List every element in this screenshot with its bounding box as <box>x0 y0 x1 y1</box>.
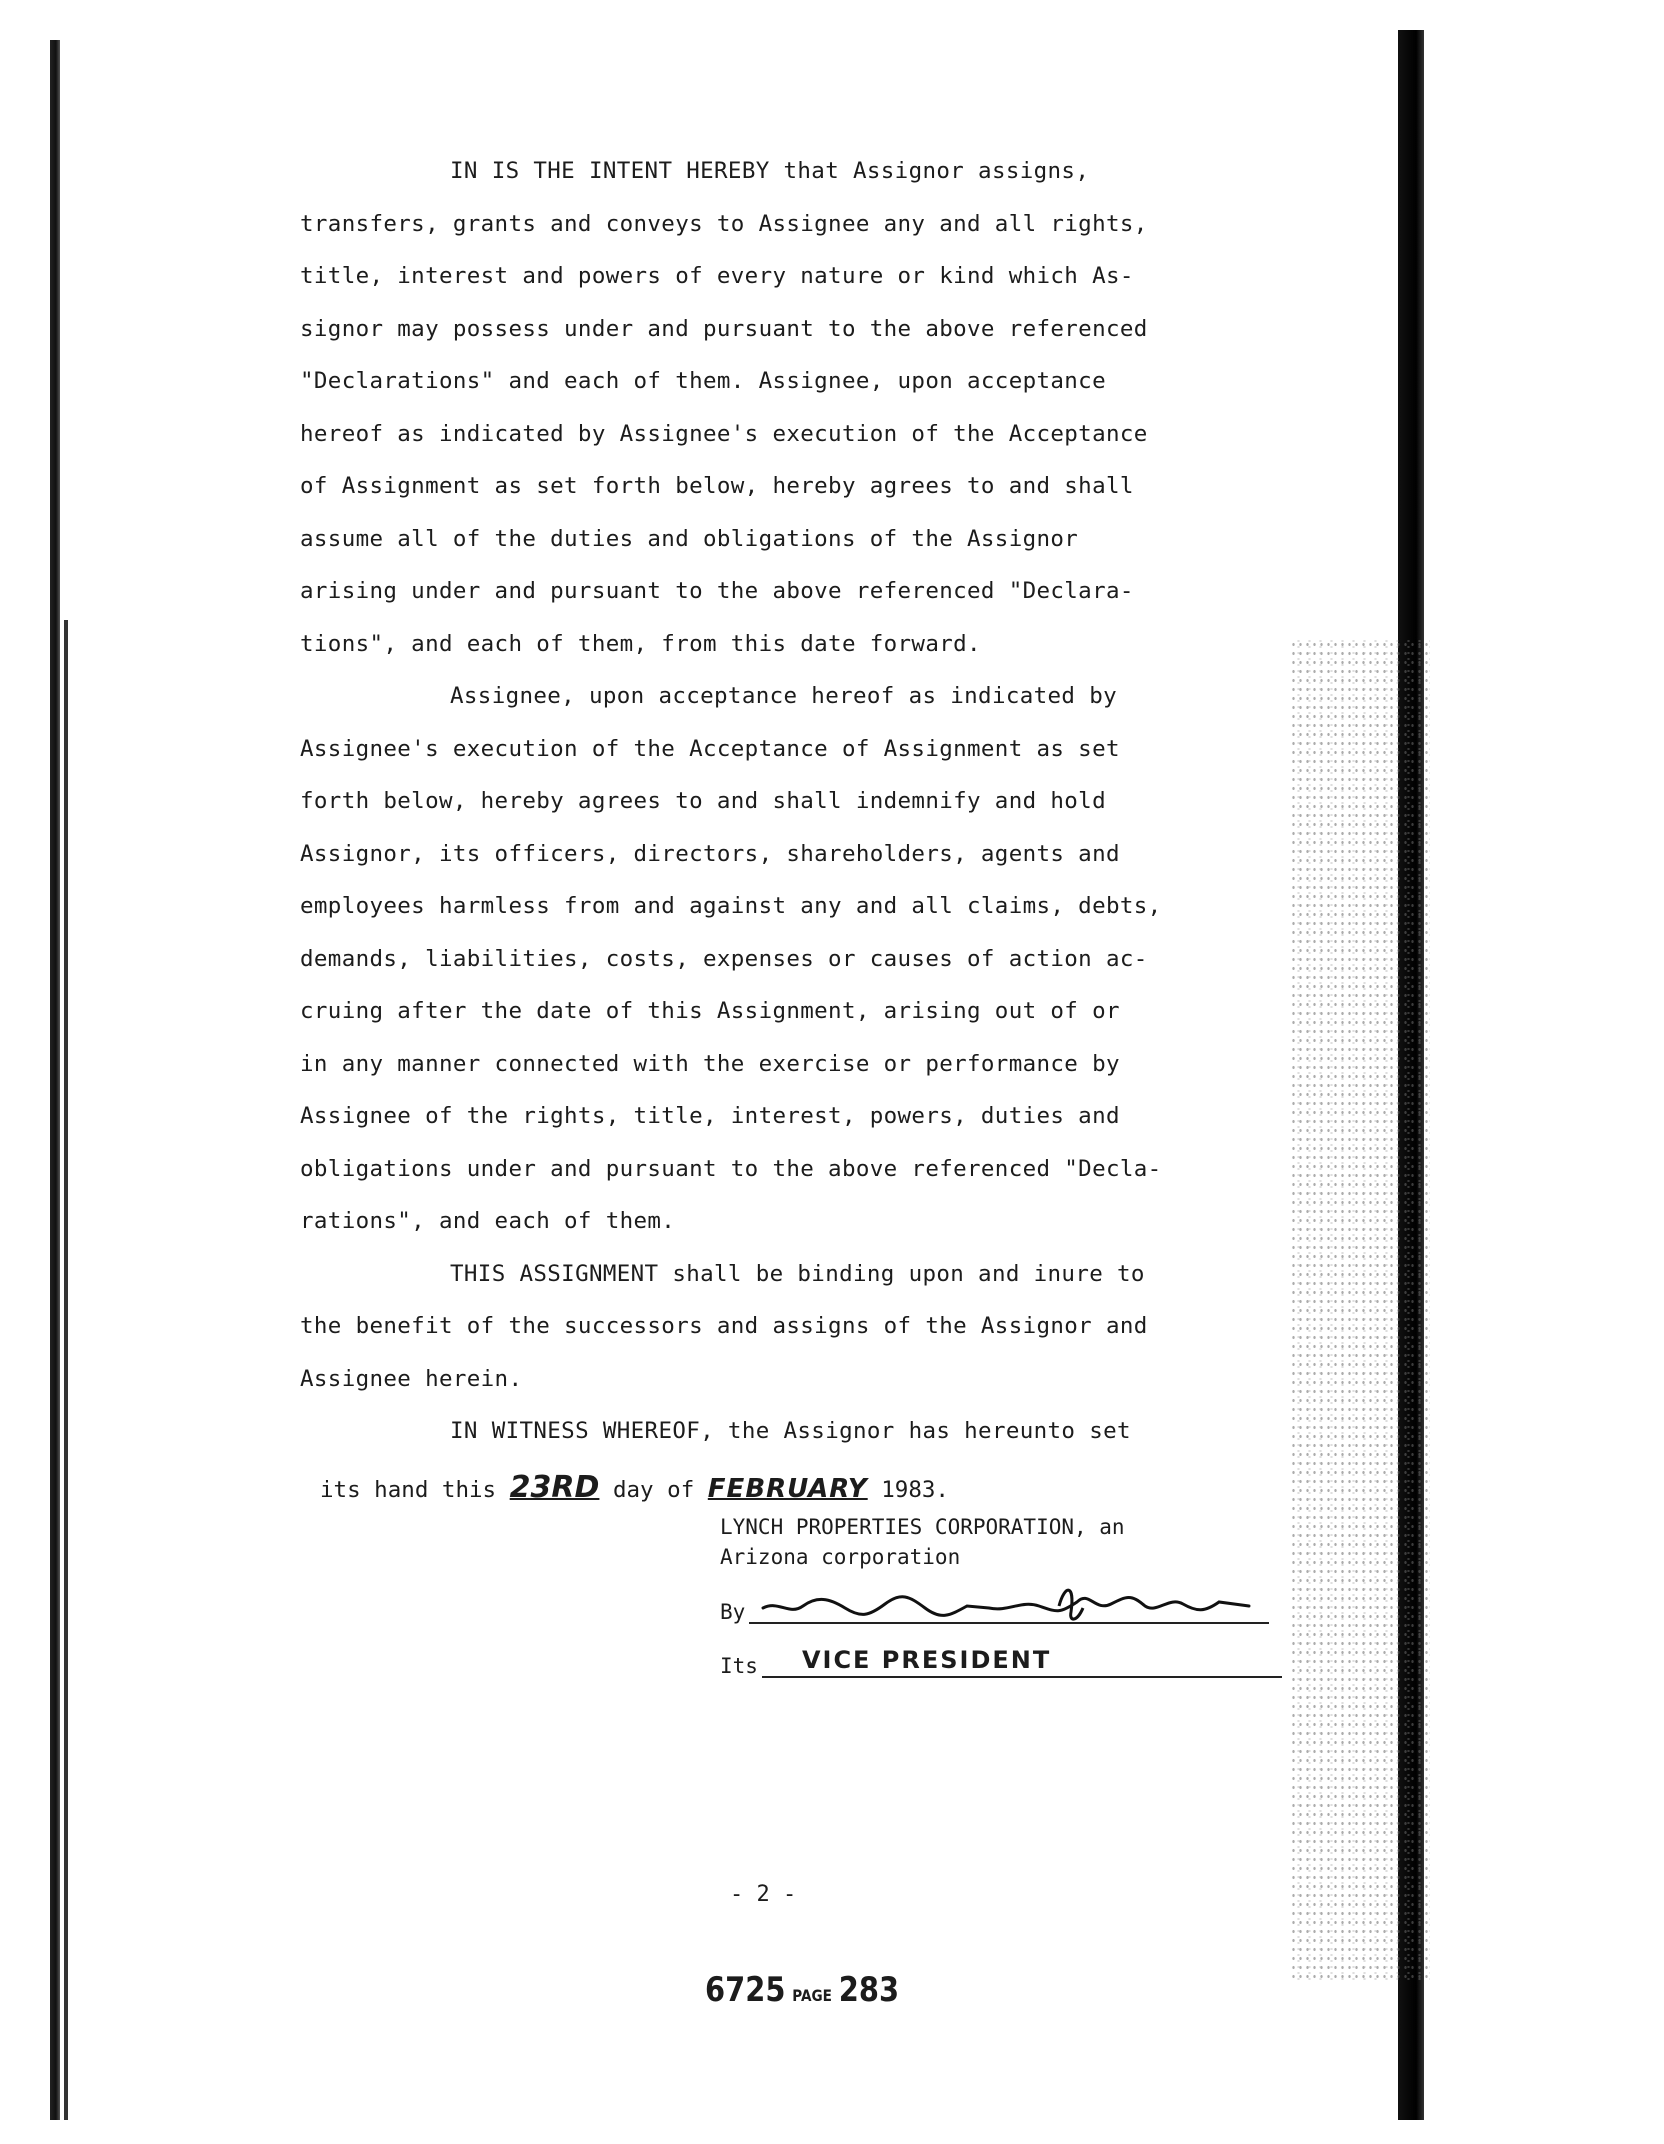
body-line: Assignee's execution of the Acceptance of Assignment as set <box>300 735 1120 762</box>
body-line: THIS ASSIGNMENT shall be binding upon and inure to <box>450 1260 1145 1287</box>
witness-year: 1983. <box>881 1477 949 1503</box>
witness-day: 23RD <box>509 1470 600 1505</box>
body-line: Assignee, upon acceptance hereof as indicated by <box>450 683 1118 709</box>
witness-mid: day of <box>612 1477 695 1503</box>
page-number: - 2 - <box>730 1882 797 1907</box>
book-page: 283 <box>838 1970 900 2010</box>
body-line: assume all of the duties and obligations of the Assignor <box>300 525 1079 552</box>
body-line: Assignee herein. <box>300 1365 523 1392</box>
body-line: obligations under and pursuant to the above referenced "Decla- <box>300 1155 1162 1182</box>
body-line: the benefit of the successors and assigns of the Assignor and <box>300 1313 1148 1339</box>
body-line: tions", and each of them, from this date forward. <box>300 630 981 657</box>
body-line: IN WITNESS WHEREOF, the Assignor has hereunto set <box>450 1418 1131 1444</box>
body-line: arising under and pursuant to the above referenced "Declara- <box>300 578 1134 604</box>
body-line: demands, liabilities, costs, expenses or causes of action ac- <box>300 945 1148 972</box>
witness-month: FEBRUARY <box>707 1474 868 1504</box>
by-label: By <box>720 1600 746 1624</box>
body-line: rations", and each of them. <box>300 1208 676 1234</box>
body-line: in any manner connected with the exercise or performance by <box>300 1050 1120 1077</box>
body-line: forth below, hereby agrees to and shall indemnify and hold <box>300 788 1106 814</box>
page-label: PAGE <box>792 1986 832 2005</box>
witness-prefix: its hand this <box>320 1477 497 1503</box>
scan-edge-left <box>50 40 60 2120</box>
its-label: Its <box>720 1654 758 1678</box>
document-body <box>300 145 1320 1458</box>
scan-edge-left-inner <box>64 620 68 2120</box>
corporation-block <box>720 1512 1125 1572</box>
corporation-type: Arizona corporation <box>720 1545 961 1569</box>
body-line: "Declarations" and each of them. Assignee, upon acceptance <box>300 368 1106 394</box>
body-line: transfers, grants and conveys to Assignee any and all rights, <box>300 210 1148 237</box>
body-line: IN IS THE INTENT HEREBY that Assignor assigns, <box>450 158 1090 184</box>
body-line: signor may possess under and pursuant to the above referenced <box>300 315 1148 342</box>
body-line: hereof as indicated by Assignee's execution of the Acceptance <box>300 420 1148 447</box>
title-line <box>762 1648 1282 1678</box>
signature-line <box>749 1594 1269 1624</box>
signatory-title: VICE PRESIDENT <box>801 1646 1052 1674</box>
recording-stamp <box>705 1970 899 2010</box>
body-line: of Assignment as set forth below, hereby agrees to and shall <box>300 473 1134 499</box>
handwritten-signature <box>759 1582 1259 1624</box>
body-line: cruing after the date of this Assignment, arising out of or <box>300 998 1120 1024</box>
witness-date-line <box>320 1470 949 1505</box>
body-line: Assignee of the rights, title, interest, powers, duties and <box>300 1103 1120 1129</box>
body-line: employees harmless from and against any and all claims, debts, <box>300 893 1162 919</box>
corporation-name: LYNCH PROPERTIES CORPORATION, an <box>720 1515 1125 1539</box>
signature-by-row <box>720 1594 1269 1624</box>
signature-its-row <box>720 1648 1282 1678</box>
body-line: Assignor, its officers, directors, shareholders, agents and <box>300 840 1120 867</box>
book-number: 6725 <box>705 1970 786 2010</box>
body-line: title, interest and powers of every nature or kind which As- <box>300 263 1134 289</box>
